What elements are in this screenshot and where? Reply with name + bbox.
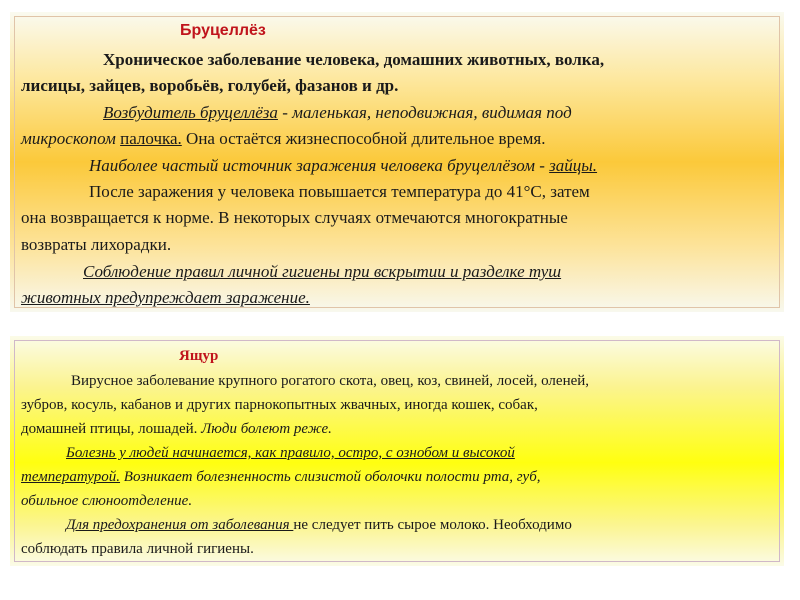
fmd-onset-line1: Болезнь у людей начинается, как правило, остро, с ознобом и высокой	[66, 445, 515, 461]
fmd-prevention-label: Для предохранения от заболевания	[66, 517, 294, 533]
source-hares: зайцы.	[549, 156, 598, 175]
brucellosis-panel	[10, 12, 784, 312]
brucellosis-pathogen-line2	[21, 129, 545, 149]
fmd-onset-line3: обильное слюноотделение.	[21, 493, 193, 509]
fmd-prevention-line1	[66, 517, 572, 534]
fmd-milk-warning: не следует пить сырое молоко. Необходимо	[293, 517, 572, 533]
brucellosis-definition-line2: лисицы, зайцев, воробьёв, голубей, фазанов и др.	[21, 76, 399, 95]
fmd-title: Ящур	[179, 348, 219, 364]
brucellosis-title: Бруцеллёз	[180, 22, 266, 39]
fmd-prevention-line2: соблюдать правила личной гигиены.	[21, 541, 254, 557]
fmd-panel	[10, 336, 784, 566]
brucellosis-pathogen-line1	[103, 103, 572, 123]
brucellosis-source-line	[89, 156, 597, 176]
fmd-definition-line2: зубров, косуль, кабанов и других парнокопытных жвачных, иногда кошек, собак,	[21, 397, 538, 413]
pathogen-viability: Она остаётся жизнеспособной длительное время.	[181, 129, 546, 148]
source-text: Наиболее частый источник заражения человека бруцеллёзом -	[89, 156, 550, 175]
brucellosis-symptoms-line2: она возвращается к норме. В некоторых случаях отмечаются многократные	[21, 208, 568, 227]
brucellosis-prevention-line2: животных предупреждает заражение.	[21, 288, 310, 307]
brucellosis-definition-line1: Хроническое заболевание человека, домашних животных, волка,	[103, 50, 605, 69]
brucellosis-prevention-line1: Соблюдение правил личной гигиены при вскрытии и разделке туш	[83, 262, 562, 281]
fmd-mucosa: Возникает болезненность слизистой оболочки полости рта, губ,	[120, 469, 541, 485]
fmd-temperature: температурой.	[21, 469, 121, 485]
fmd-definition-line3	[21, 421, 332, 438]
pathogen-microscope: микроскопом	[21, 129, 121, 148]
brucellosis-symptoms-line1: После заражения у человека повышается температура до 41°С, затем	[89, 182, 590, 201]
fmd-definition-line1: Вирусное заболевание крупного рогатого скота, овец, коз, свиней, лосей, оленей,	[71, 373, 590, 389]
fmd-onset-line2	[21, 469, 541, 486]
fmd-people-rarely: Люди болеют реже.	[201, 421, 332, 437]
brucellosis-symptoms-line3: возвраты лихорадки.	[21, 235, 172, 254]
pathogen-label: Возбудитель бруцеллёза	[103, 103, 278, 122]
fmd-horses: домашней птицы, лошадей.	[21, 421, 202, 437]
pathogen-bacillus: палочка.	[120, 129, 182, 148]
pathogen-description: - маленькая, неподвижная, видимая под	[277, 103, 572, 122]
